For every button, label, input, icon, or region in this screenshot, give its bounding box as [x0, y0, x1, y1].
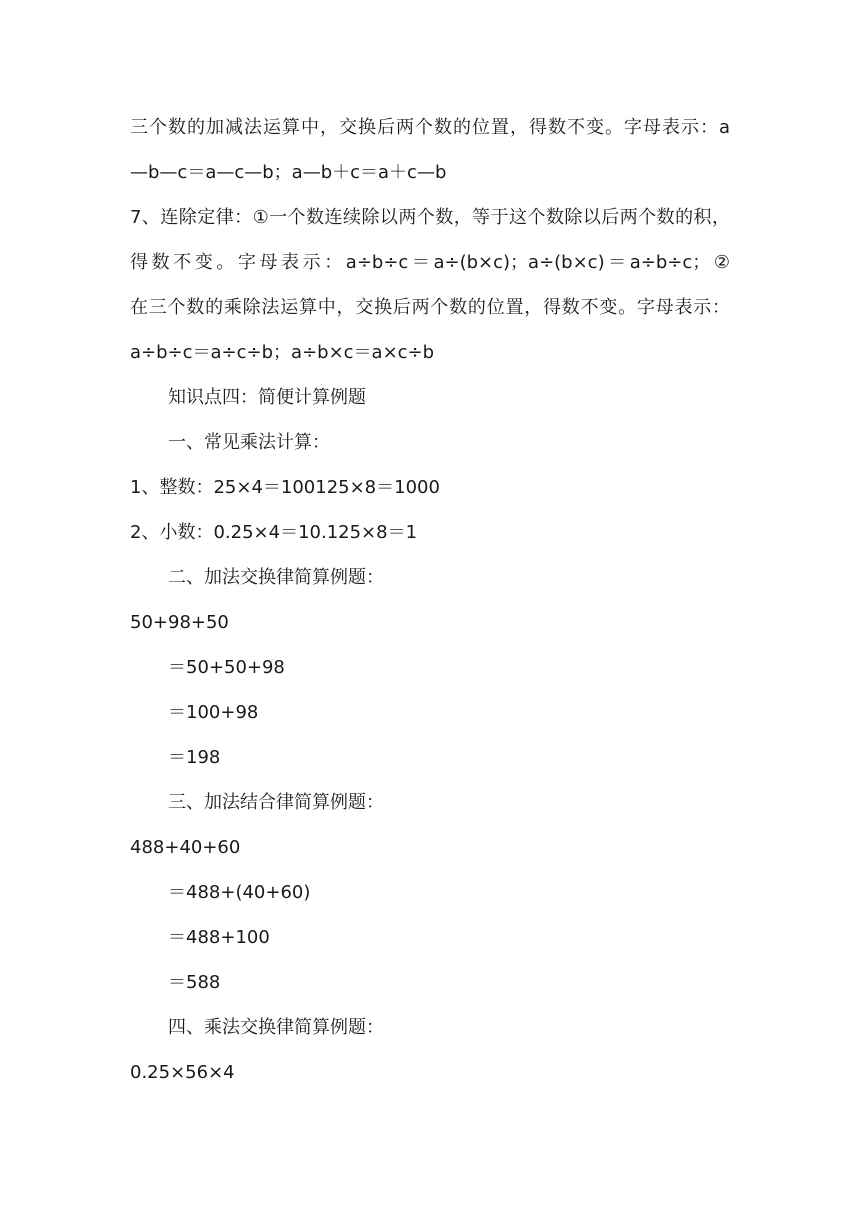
subsection-heading: 四、乘法交换律简算例题： [168, 1017, 384, 1038]
text-line: 在三个数的乘除法运算中，交换后两个数的位置，得数不变。字母表示： [130, 297, 730, 318]
text-line: a÷b÷c＝a÷c÷b；a÷b×c＝a×c÷b [130, 342, 435, 363]
math-step: ＝588 [168, 972, 221, 993]
subsection-heading: 三、加法结合律简算例题： [168, 792, 384, 813]
text-line: 得数不变。字母表示：a÷b÷c＝a÷(b×c)；a÷(b×c)＝a÷b÷c；② [130, 252, 730, 273]
section-heading: 知识点四：简便计算例题 [168, 387, 366, 408]
subsection-heading: 二、加法交换律简算例题： [168, 567, 384, 588]
subsection-heading: 一、常见乘法计算： [168, 432, 330, 453]
math-step: ＝488+(40+60) [168, 882, 311, 903]
text-line: 1、整数：25×4＝100125×8＝1000 [130, 477, 440, 498]
math-step: ＝100+98 [168, 702, 259, 723]
math-expression: 50+98+50 [130, 612, 229, 633]
math-step: ＝50+50+98 [168, 657, 285, 678]
text-line: 7、连除定律：①一个数连续除以两个数，等于这个数除以后两个数的积， [130, 207, 730, 228]
math-step: ＝488+100 [168, 927, 270, 948]
text-line: 2、小数：0.25×4＝10.125×8＝1 [130, 522, 418, 543]
math-expression: 488+40+60 [130, 837, 241, 858]
math-expression: 0.25×56×4 [130, 1062, 235, 1083]
text-line: 三个数的加减法运算中，交换后两个数的位置，得数不变。字母表示：a [130, 117, 730, 138]
text-line: —b—c＝a—c—b；a—b＋c＝a＋c—b [130, 162, 447, 183]
math-step: ＝198 [168, 747, 221, 768]
